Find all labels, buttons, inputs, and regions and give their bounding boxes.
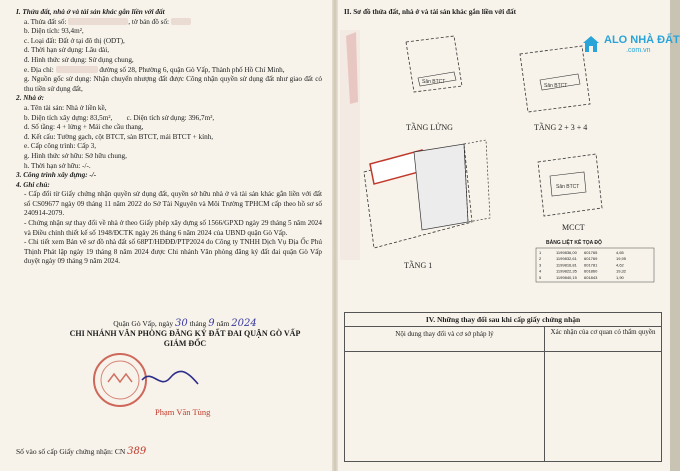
changes-col-content: Nội dung thay đổi và cơ sở pháp lý: [345, 327, 545, 351]
coordinate-cell: 4,65: [616, 250, 624, 255]
section-4-title: 4. Ghi chú:: [16, 180, 50, 189]
coordinate-cell: 4,62: [616, 262, 624, 268]
left-page: [16, 8, 322, 267]
house-structure: đ. Kết cấu: Tường gạch, cột BTCT, sàn BTCT, mái BTCT + kính,: [24, 132, 214, 141]
watermark-brand: ALO NHÀ ĐẤT: [604, 34, 680, 46]
coordinate-cell: 601860: [584, 268, 598, 274]
coordinate-cell: 601781: [584, 262, 598, 268]
land-origin: g. Nguồn gốc sử dụng: Nhận chuyển nhượng đất được Công nhận quyền sử dụng đất như giao đất có thu tiền sử dụng đất,: [24, 75, 322, 93]
coordinate-cell: 4: [539, 268, 542, 274]
label-tang-234: TẦNG 2 + 3 + 4: [534, 123, 588, 132]
house-ownership: g. Hình thức sở hữu: Sở hữu chung,: [24, 151, 127, 160]
coordinate-cell: 3: [539, 262, 542, 268]
coordinate-cell: 2: [539, 256, 542, 262]
coordinate-cell: 1199836,00: [556, 250, 577, 255]
coordinate-table-title: BẢNG LIỆT KÊ TỌA ĐỘ: [546, 240, 602, 246]
label-tang-lung: TẦNG LỬNG: [406, 123, 453, 132]
coordinate-cell: 1199816,81: [556, 262, 577, 268]
land-parcel-number: a. Thửa đất số: , tờ bản đồ số:: [16, 18, 322, 28]
coordinate-cell: 19,32: [616, 268, 627, 274]
land-usage-form: đ. Hình thức sử dụng: Sử dụng chung,: [24, 55, 134, 64]
changes-title: IV. Những thay đổi sau khi cấp giấy chứng nhận: [345, 313, 661, 327]
coordinate-cell: 5: [539, 274, 542, 280]
coordinate-cell: 1: [539, 250, 542, 255]
director-title: GIÁM ĐỐC: [163, 339, 207, 348]
label-mcct: MCCT: [562, 223, 585, 232]
issue-date: Quận Gò Vấp, ngày 30 tháng 9 năm 2024: [113, 318, 257, 329]
land-area: b. Diện tích: 93,4m²,: [24, 27, 84, 36]
floor-plan-diagram: [344, 22, 662, 298]
watermark: [582, 32, 680, 58]
section-2-title: 2. Nhà ở:: [16, 94, 45, 103]
coordinate-cell: 19,95: [616, 256, 627, 262]
coordinate-cell: 1199822,35: [556, 268, 577, 274]
mezzanine-plan: [406, 36, 462, 92]
land-term: d. Thời hạn sử dụng: Lâu dài,: [24, 46, 110, 55]
changes-header-row: [345, 327, 661, 352]
house-name: a. Tên tài sản: Nhà ở liền kề,: [24, 103, 107, 112]
handwritten-signature: [142, 371, 198, 384]
issuing-office: CHI NHÁNH VĂN PHÒNG ĐĂNG KÝ ĐẤT ĐAI QUẬN GÒ VẤP: [69, 329, 301, 338]
coordinate-cell: 601765: [584, 250, 598, 255]
floor-label: Sân BTCT: [422, 79, 446, 85]
column-divider: [544, 351, 545, 461]
redacted-block: [171, 18, 191, 25]
house-term: h. Thời hạn sở hữu: -/-.: [24, 161, 91, 170]
house-area-row: b. Diện tích xây dựng: 83,5m², c. Diện tích sử dụng: 396,7m²,: [24, 113, 215, 122]
house-grade: e. Cấp công trình: Cấp 3,: [24, 142, 97, 151]
floor-label: Sân BTCT: [556, 184, 580, 190]
coordinate-cell: 1199832,61: [556, 256, 577, 262]
right-page: [344, 8, 662, 16]
land-type: c. Loại đất: Đất ở tại đô thị (ODT),: [24, 36, 125, 45]
watermark-domain: .com.vn: [626, 47, 651, 54]
registration-number: Số vào sổ cấp Giấy chứng nhận: CN 389: [16, 446, 147, 457]
note-2: - Chứng nhận sự thay đổi về nhà ở theo Giấy phép xây dựng số 1566/GPXD ngày 29 tháng 5 năm 2024 và Điều chỉnh thiết kế số 1948/ĐCTK ngày 26 tháng 6 năm 2024 của UBND quận Gò Vấp.: [24, 219, 322, 237]
signature-block: [60, 318, 310, 349]
note-3: - Chi tiết xem Bản vẽ sơ đồ nhà đất số 68PT/HĐĐĐ/PTP2024 do Công ty TNHH Dịch Vụ Địa Ốc Phú Thịnh Phát lập ngày 19 tháng 8 năm 2024 được Chi nhánh Văn phòng đăng ký đất đai quận Gò Vấp duyệt ngày 09 tháng 9 năm 2024.: [24, 238, 322, 266]
floors-234-plan: [520, 46, 590, 112]
page-fold: [332, 0, 338, 471]
section-2-diagram-title: II. Sơ đồ thửa đất, nhà ở và tài sản khác gắn liền với đất: [344, 8, 517, 16]
signer-name: Phạm Văn Tùng: [155, 407, 211, 417]
coordinate-cell: 1,90: [616, 274, 624, 280]
floor-label: Sân BTCT: [544, 83, 568, 89]
coordinate-cell: 601769: [584, 256, 598, 262]
red-seal-stamp: [80, 350, 210, 410]
house-logo-icon: [582, 35, 600, 53]
coordinate-cell: 1199840,15: [556, 274, 577, 280]
redacted-block: [56, 66, 98, 73]
changes-col-confirmation: Xác nhận của cơ quan có thẩm quyền: [550, 328, 656, 336]
coordinate-table: [536, 238, 654, 282]
coordinate-cell: 601843: [584, 274, 598, 280]
redacted-block: [68, 18, 128, 25]
land-address: e. Địa chỉ: đường số 28, Phường 6, quận Gò Vấp, Thành phố Hồ Chí Minh,: [24, 65, 285, 74]
section-1-title: I. Thửa đất, nhà ở và tài sản khác gắn liền với đất: [16, 8, 165, 16]
ground-floor-plan: [364, 140, 490, 270]
changes-section: [344, 312, 662, 462]
note-1: - Cấp đổi từ Giấy chứng nhận quyền sử dụng đất, quyền sở hữu nhà ở và tài sản khác gắn liền với đất số CS09677 ngày 09 tháng 11 năm 2022 do Sở Tài Nguyên và Môi Trường TPHCM cấp theo hồ sơ số 240914-2079.: [24, 190, 322, 218]
label-tang-1: TẦNG 1: [404, 261, 433, 270]
section-3-title: 3. Công trình xây dựng: -/-: [16, 171, 97, 180]
stair-roof-plan: [538, 154, 602, 232]
house-floors: d. Số tầng: 4 + lửng + Mái che cầu thang,: [24, 123, 144, 132]
